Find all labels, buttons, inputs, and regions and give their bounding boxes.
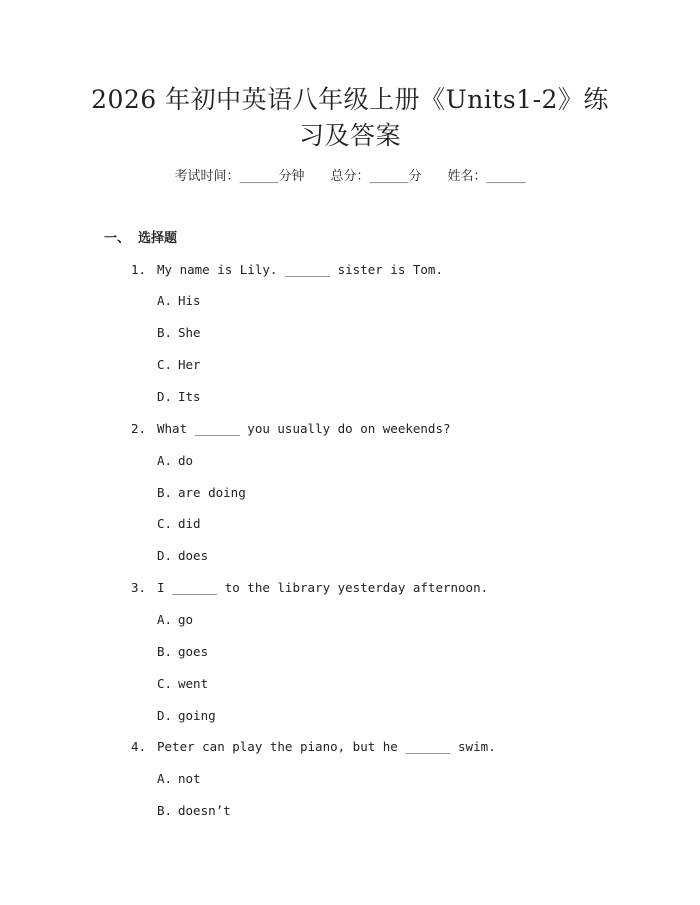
option-2d [157, 547, 208, 565]
question-number: 2. [131, 421, 147, 436]
exam-time-label: 考试时间：______分钟 [174, 169, 305, 184]
option-text: go [178, 612, 194, 627]
option-text: going [178, 708, 216, 723]
question-3 [131, 579, 488, 597]
option-1d [157, 388, 201, 406]
option-text: went [178, 676, 209, 691]
option-letter: B. [157, 485, 173, 500]
option-3b [157, 643, 208, 661]
document-title-line-2: 习及答案 [298, 121, 401, 150]
option-letter: D. [157, 548, 173, 563]
option-1c [157, 356, 201, 374]
option-letter: B. [157, 644, 173, 659]
option-text: Her [178, 357, 201, 372]
option-2c [157, 515, 201, 533]
section-title: 选择题 [138, 231, 178, 246]
question-number: 1. [131, 262, 147, 277]
option-4a [157, 770, 201, 788]
total-score-label: 总分：______分 [330, 169, 422, 184]
option-3a [157, 611, 193, 629]
question-text: I ______ to the library yesterday afternoon. [157, 580, 489, 595]
option-text: She [178, 325, 201, 340]
option-letter: D. [157, 708, 173, 723]
option-letter: B. [157, 325, 173, 340]
option-text: goes [178, 644, 209, 659]
option-letter: C. [157, 676, 173, 691]
option-text: are doing [178, 485, 246, 500]
question-1 [131, 261, 443, 279]
question-number: 3. [131, 580, 147, 595]
option-text: Its [178, 389, 201, 404]
option-text: not [178, 771, 201, 786]
section-number: 一、 [104, 231, 131, 246]
option-text: did [178, 516, 201, 531]
question-2 [131, 420, 451, 438]
option-letter: A. [157, 293, 173, 308]
question-text: My name is Lily. ______ sister is Tom. [157, 262, 443, 277]
option-letter: C. [157, 516, 173, 531]
document-title-line-1: 2026 年初中英语八年级上册《Units1-2》练 [91, 85, 609, 114]
question-text: Peter can play the piano, but he ______ swim. [157, 739, 496, 754]
section-heading [104, 229, 177, 249]
option-3c [157, 675, 208, 693]
option-text: do [178, 453, 194, 468]
option-letter: D. [157, 389, 173, 404]
option-letter: C. [157, 357, 173, 372]
option-1b [157, 324, 201, 342]
option-text: does [178, 548, 209, 563]
option-text: doesn’t [178, 803, 231, 818]
option-letter: A. [157, 771, 173, 786]
option-letter: A. [157, 612, 173, 627]
student-name-label: 姓名：______ [447, 169, 526, 184]
option-2a [157, 452, 193, 470]
option-letter: B. [157, 803, 173, 818]
option-2b [157, 484, 246, 502]
question-4 [131, 738, 496, 756]
question-text: What ______ you usually do on weekends? [157, 421, 451, 436]
exam-info [0, 167, 700, 187]
question-number: 4. [131, 739, 147, 754]
option-letter: A. [157, 453, 173, 468]
option-3d [157, 707, 216, 725]
option-1a [157, 292, 201, 310]
option-text: His [178, 293, 201, 308]
option-4b [157, 802, 231, 820]
